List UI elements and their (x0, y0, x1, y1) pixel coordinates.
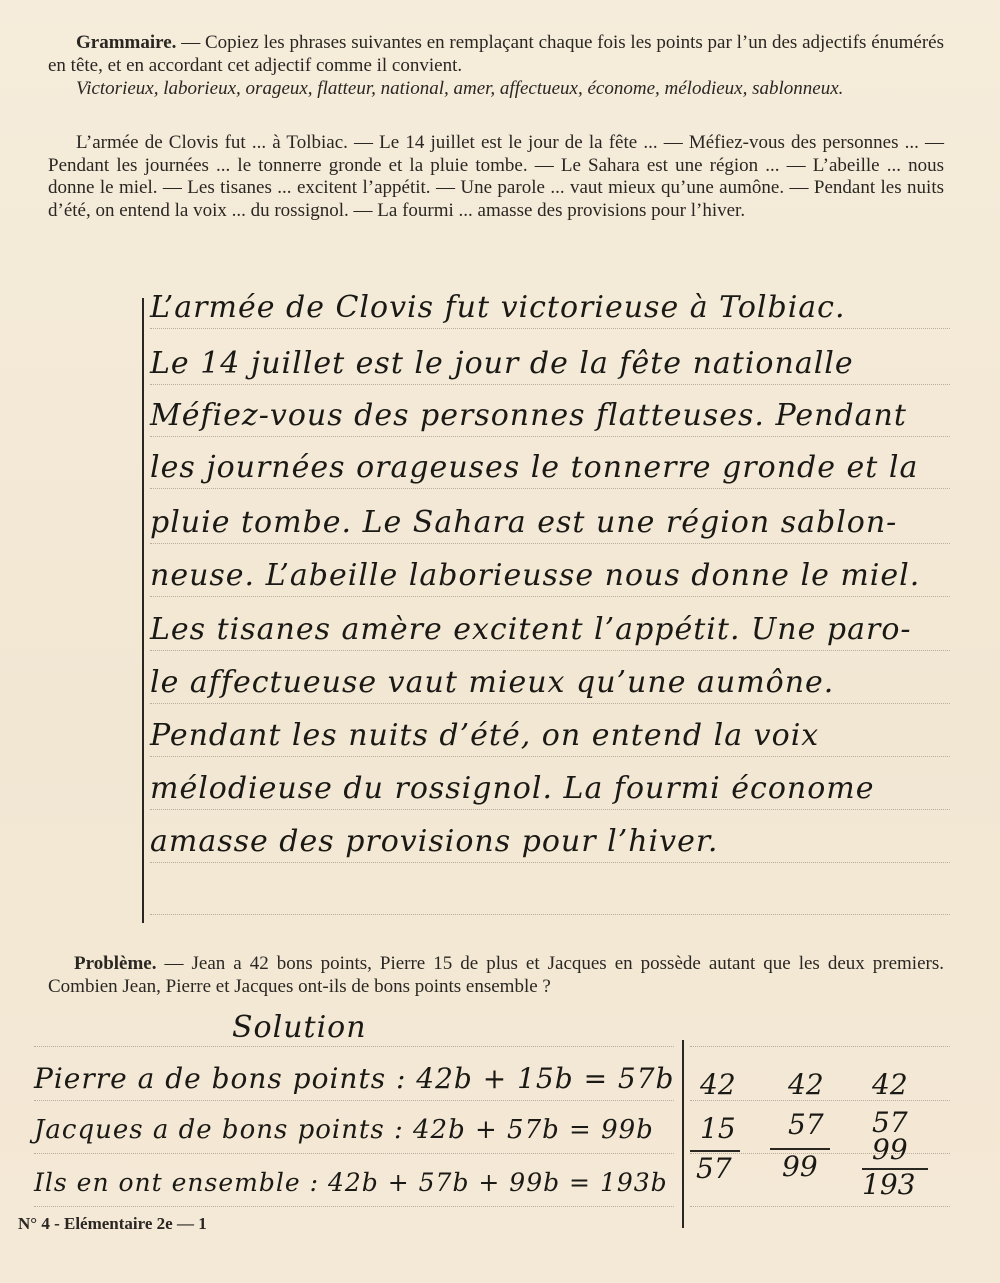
calc-operand: 42 (872, 1068, 908, 1101)
calculation-divider (682, 1040, 684, 1228)
ruled-line (34, 1206, 674, 1207)
ruled-line (150, 436, 950, 437)
handwritten-line: Les tisanes amère excitent l’appétit. Une paro- (150, 612, 912, 647)
handwritten-line: pluie tombe. Le Sahara est une région sablon- (150, 505, 898, 540)
page-footer: N° 4 - Elémentaire 2e — 1 (18, 1214, 207, 1233)
ruled-line (150, 543, 950, 544)
ruled-line (34, 1046, 674, 1047)
solution-heading: Solution (232, 1010, 367, 1045)
ruled-line (690, 1046, 950, 1047)
handwritten-line: L’armée de Clovis fut victorieuse à Tolbiac. (150, 290, 846, 325)
calc-result: 99 (782, 1150, 818, 1183)
problem-title: Problème. (74, 953, 157, 974)
handwritten-line: Pendant les nuits d’été, on entend la voix (150, 718, 820, 753)
handwritten-line: mélodieuse du rossignol. La fourmi économe (150, 771, 875, 806)
grammar-instruction (48, 32, 944, 77)
calc-result: 57 (696, 1152, 732, 1185)
exercise-sentences: L’armée de Clovis fut ... à Tolbiac. — Le 14 juillet est le jour de la fête ... — Méfiez-vous des personnes ... — Pendant les journées ... le tonnerre gronde et la pluie tombe. — Le Sahara est une région ... — L’abeille ... nous donne le miel. — Les tisanes ... excitent l’appétit. — Une parole ... vaut mieux qu’une aumône. — Pendant les nuits d’été, on entend la voix ... du rossignol. — La fourmi ... amasse des provisions pour l’hiver. (48, 132, 944, 221)
calc-operand: 57 (872, 1106, 908, 1139)
solution-line: Ils en ont ensemble : 42b + 57b + 99b = 193b (34, 1168, 668, 1197)
ruled-line (150, 862, 950, 863)
calc-result: 193 (862, 1168, 916, 1201)
ruled-line (150, 914, 950, 915)
ruled-line (34, 1153, 674, 1154)
ruled-line (150, 384, 950, 385)
handwritten-line: neuse. L’abeille laborieusse nous donne le miel. (150, 558, 921, 593)
solution-line: Jacques a de bons points : 42b + 57b = 99b (34, 1115, 654, 1145)
calc-operand: 42 (700, 1068, 736, 1101)
ruled-line (150, 650, 950, 651)
ruled-line (150, 809, 950, 810)
calc-operand: 42 (788, 1068, 824, 1101)
calc-operand: 57 (788, 1108, 824, 1141)
handwritten-line: amasse des provisions pour l’hiver. (150, 824, 719, 859)
grammar-instruction-text: — Copiez les phrases suivantes en remplaçant chaque fois les points par l’un des adjectifs énumérés en tête, et en accordant cet adjectif comme il convient. (48, 32, 945, 76)
calc-operand: 99 (872, 1133, 908, 1166)
adjective-list: Victorieux, laborieux, orageux, flatteur, national, amer, affectueux, économe, mélodieux, sablonneux. (76, 78, 844, 99)
solution-line: Pierre a de bons points : 42b + 15b = 57b (34, 1062, 675, 1095)
calc-operand: 15 (700, 1112, 736, 1145)
handwritten-line: le affectueuse vaut mieux qu’une aumône. (150, 665, 835, 700)
problem-statement (48, 953, 944, 998)
problem-text: — Jean a 42 bons points, Pierre 15 de plus et Jacques en possède autant que les deux premiers. Combien Jean, Pierre et Jacques ont-ils de bons points ensemble ? (48, 953, 944, 997)
ruled-line (150, 703, 950, 704)
ruled-line (690, 1206, 950, 1207)
grammar-title: Grammaire. (76, 32, 177, 53)
ruled-line (150, 596, 950, 597)
handwritten-line: Méfiez-vous des personnes flatteuses. Pendant (150, 398, 907, 433)
ruled-line (150, 488, 950, 489)
handwritten-line: Le 14 juillet est le jour de la fête nationalle (150, 346, 854, 381)
ruled-line (150, 756, 950, 757)
ruled-line (150, 328, 950, 329)
ruled-line (34, 1100, 674, 1101)
margin-rule (142, 298, 144, 923)
handwritten-line: les journées orageuses le tonnerre gronde et la (150, 450, 919, 485)
